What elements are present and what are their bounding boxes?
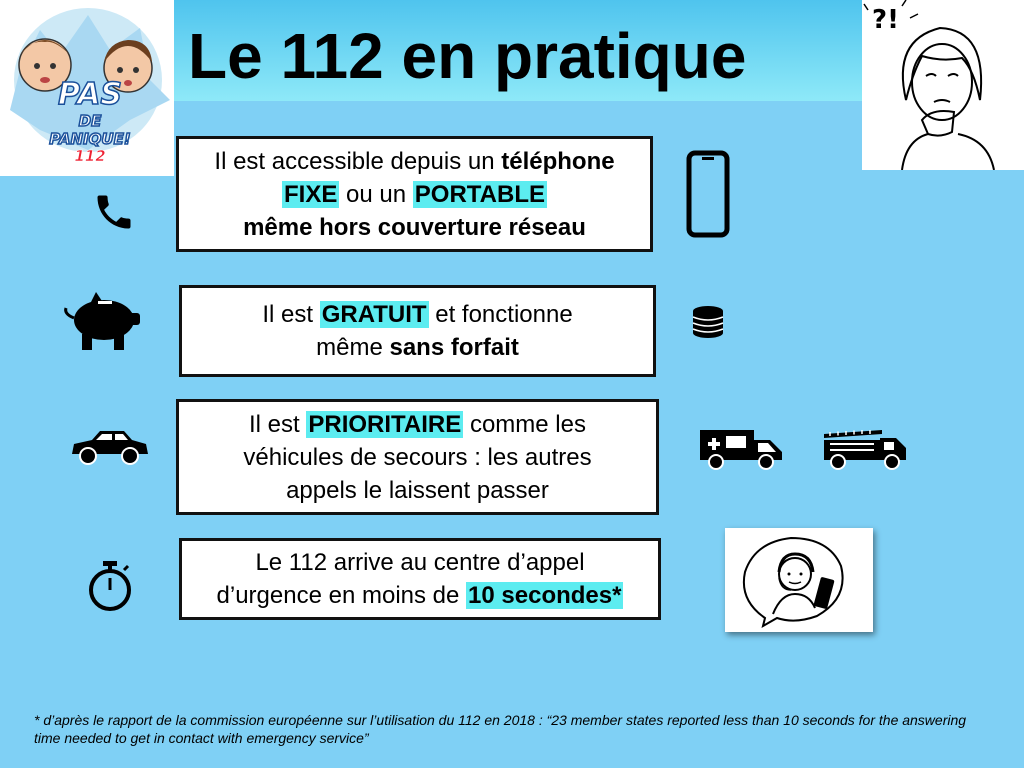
footnote: * d’après le rapport de la commission européenne sur l’utilisation du 112 en 2018 : “23 member states reported less than 10 seconds for the answering time needed to get in contact with emergency service” xyxy=(34,712,967,746)
ambulance-icon xyxy=(698,428,784,470)
logo-text-line1: PAS xyxy=(57,77,123,112)
highlight-text: 10 secondes* xyxy=(468,582,622,609)
info-box-speed xyxy=(179,538,661,620)
info-box-free xyxy=(179,285,656,377)
info-box-priority xyxy=(176,399,659,515)
fire-truck-icon xyxy=(822,428,908,470)
car-icon xyxy=(68,428,150,466)
text-segment: véhicules de secours : les autres xyxy=(243,443,592,471)
logo-text-line3: 112 xyxy=(74,147,106,165)
bold-text: téléphone xyxy=(501,147,615,175)
bold-text: sans forfait xyxy=(389,334,519,361)
text-segment: Il est accessible depuis un xyxy=(214,147,502,175)
highlight-text: FIXE xyxy=(284,180,338,208)
text-segment: Le 112 arrive au centre d’appel xyxy=(255,549,585,576)
info-line xyxy=(182,546,658,579)
highlight-text: GRATUIT xyxy=(321,301,427,328)
highlight-text: PORTABLE xyxy=(414,180,545,208)
thinking-woman-image xyxy=(862,0,1024,170)
piggy-bank-icon xyxy=(62,290,146,352)
info-line xyxy=(179,211,650,244)
text-segment: appels le laissent passer xyxy=(286,476,549,504)
info-box-accessibility xyxy=(176,136,653,252)
info-line xyxy=(179,441,656,474)
logo-text-line2: DE PANIQUE! xyxy=(49,112,131,148)
bold-text: même hors couverture réseau xyxy=(243,213,586,241)
stopwatch-icon xyxy=(86,560,134,612)
thinker-marks: ?! xyxy=(872,5,899,35)
page-title: Le 112 en pratique xyxy=(188,20,747,92)
phone-handset-icon xyxy=(92,190,136,234)
info-line xyxy=(182,579,658,612)
info-line xyxy=(179,178,650,211)
info-line xyxy=(179,408,656,441)
text-segment: comme les xyxy=(463,410,586,438)
coin-stack-icon xyxy=(690,304,726,340)
smartphone-icon xyxy=(686,150,730,238)
text-segment: et fonctionne xyxy=(428,301,573,328)
info-line xyxy=(182,331,653,364)
text-segment: Il est xyxy=(262,301,320,328)
text-segment: d’urgence en moins de xyxy=(216,582,467,609)
text-segment: ou un xyxy=(339,180,413,208)
text-segment: même xyxy=(316,334,390,361)
call-center-operator-image xyxy=(725,528,873,632)
info-line xyxy=(179,145,650,178)
info-line xyxy=(179,474,656,507)
highlight-text: PRIORITAIRE xyxy=(308,410,462,438)
text-segment: Il est xyxy=(249,410,307,438)
info-line xyxy=(182,298,653,331)
logo-text xyxy=(40,78,140,164)
pas-de-panique-logo xyxy=(0,0,174,176)
